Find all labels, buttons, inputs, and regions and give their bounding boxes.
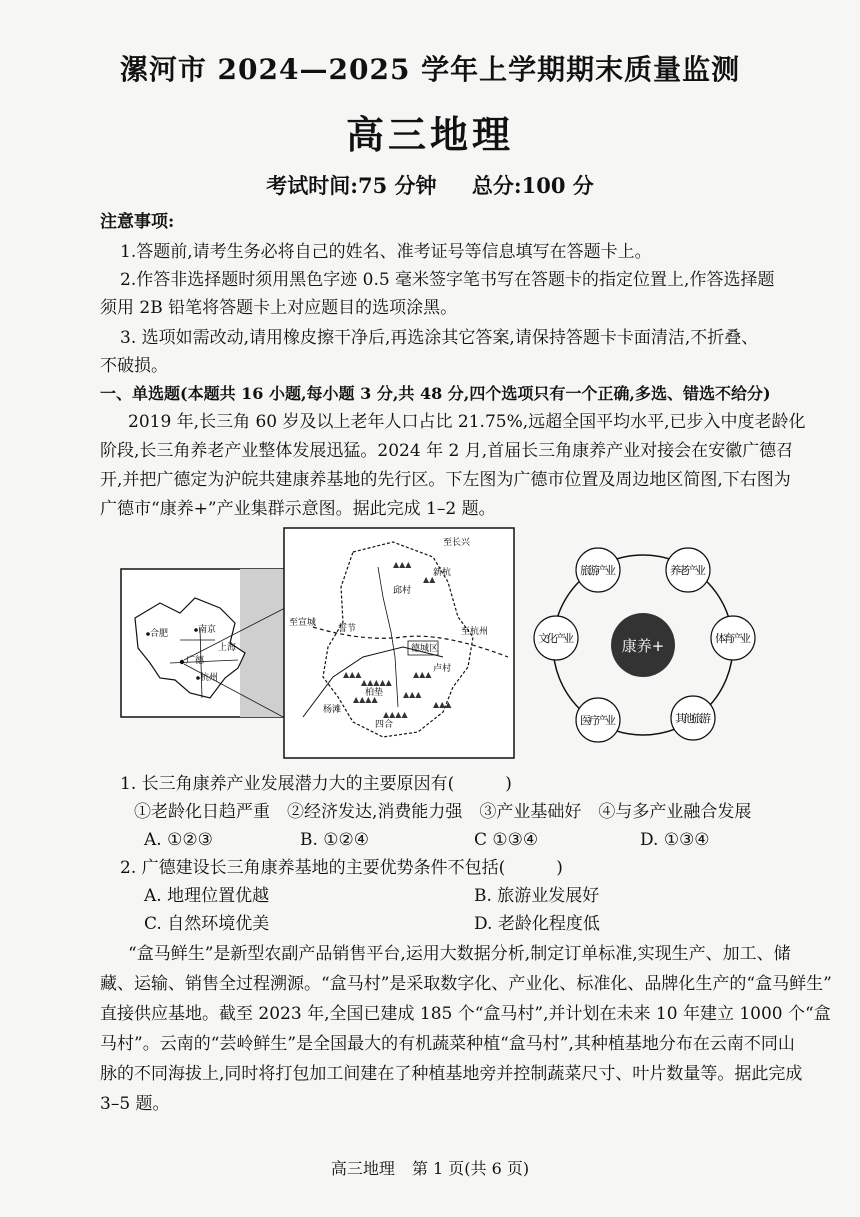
note-2-line2: 须用 2B 铅笔将答题卡上对应题目的选项涂黑。 xyxy=(100,298,458,318)
total-score: 总分:100 分 xyxy=(471,173,594,198)
subject-title: 高三地理 xyxy=(345,112,514,157)
map-label-nanjing: 南京 xyxy=(198,625,217,635)
node-other-tourism: 其他旅游 xyxy=(675,712,711,725)
footer-page: 第 1 页(共 6 页) xyxy=(411,1159,530,1178)
passage2-line5: 脉的不同海拔上,同时将打包加工间建在了种植基地旁并控制蔬菜尺寸、叶片数量等。据此完成 xyxy=(100,1064,803,1084)
map-label-hangzhou: 杭州 xyxy=(200,673,219,683)
location-map xyxy=(120,568,290,718)
q1-option-c[interactable]: C ①③④ xyxy=(474,830,539,850)
passage2-line4: 马村”。云南的“芸岭鲜生”是全国最大的有机蔬菜种植“盒马村”,其种植基地分布在云南不同山 xyxy=(100,1034,795,1054)
q2-option-b[interactable]: B. 旅游业发展好 xyxy=(474,886,600,906)
passage2-line2: 藏、运输、销售全过程溯源。“盒马村”是采取数字化、产业化、标准化、品牌化生产的“盒马鲜生” xyxy=(100,974,832,994)
svg-text:▲▲▲▲: ▲▲▲▲ xyxy=(353,695,378,704)
q1-option-b[interactable]: B. ①②④ xyxy=(300,830,370,850)
cluster-diagram xyxy=(528,540,758,755)
map-label-guangde: 广德 xyxy=(186,656,205,666)
q2-option-a[interactable]: A. 地理位置优越 xyxy=(144,886,270,906)
cluster-center: 康养+ xyxy=(621,637,665,655)
map-label-yangtan: 杨滩 xyxy=(323,705,342,715)
node-medical: 医疗产业 xyxy=(580,714,616,727)
q1-stem: 1. 长三角康养产业发展潜力大的主要原因有( ) xyxy=(120,774,512,794)
note-2-line1: 2.作答非选择题时须用黑色字迹 0.5 毫米签字笔书写在答题卡的指定位置上,作答选择题 xyxy=(120,270,775,290)
exam-title: 漯河市 2024—2025 学年上学期期末质量监测 xyxy=(119,53,741,86)
map-label-to-xuancheng: 至宣城 xyxy=(289,618,317,628)
passage2-line3: 直接供应基地。截至 2023 年,全国已建成 185 个“盒马村”,并计划在未来 10 年建立 1000 个“盒 xyxy=(100,1004,831,1024)
map-label-baidian: 柏垫 xyxy=(365,688,384,698)
passage1-line2: 阶段,长三角养老产业整体发展迅猛。2024 年 2 月,首届长三角康养产业对接会在安徽广德召 xyxy=(100,441,794,461)
note-3-line1: 3. 选项如需改动,请用橡皮擦干净后,再选涂其它答案,请保持答题卡卡面清洁,不折叠、 xyxy=(120,328,759,348)
passage1-line1: 2019 年,长三角 60 岁及以上老年人口占比 21.75%,远超全国平均水平,已步入中度老龄化 xyxy=(128,412,806,432)
svg-text:▲▲▲: ▲▲▲ xyxy=(393,560,412,569)
map-label-to-hangzhou: 至杭州 xyxy=(461,627,489,637)
svg-text:▲▲▲: ▲▲▲ xyxy=(403,690,422,699)
section-heading: 一、单选题(本题共 16 小题,每小题 3 分,共 48 分,四个选项只有一个正确,多选、错选不给分) xyxy=(100,384,771,403)
svg-text:▲▲▲: ▲▲▲ xyxy=(343,670,362,679)
map-label-qiucun: 邱村 xyxy=(393,586,412,596)
passage2-line6: 3–5 题。 xyxy=(100,1094,170,1114)
svg-text:▲▲▲▲: ▲▲▲▲ xyxy=(383,710,408,719)
q1-option-a[interactable]: A. ①②③ xyxy=(144,830,213,850)
q1-statements: ①老龄化日趋严重 ②经济发达,消费能力强 ③产业基础好 ④与多产业融合发展 xyxy=(134,802,752,822)
svg-text:▲▲▲: ▲▲▲ xyxy=(413,670,432,679)
exam-info xyxy=(0,170,860,200)
map-label-xinhang: 新杭 xyxy=(433,568,452,578)
svg-text:▲▲: ▲▲ xyxy=(423,575,436,584)
note-1: 1.答题前,请考生务必将自己的姓名、准考证号等信息填写在答题卡上。 xyxy=(120,242,652,262)
passage2-line1: “盒马鲜生”是新型农副产品销售平台,运用大数据分析,制定订单标准,实现生产、加工、储 xyxy=(128,944,791,964)
passage1-line4: 广德市“康养+”产业集群示意图。据此完成 1–2 题。 xyxy=(100,499,496,519)
node-sports: 体育产业 xyxy=(715,632,751,645)
map-label-shijie: 誓节 xyxy=(338,624,357,634)
exam-time: 考试时间:75 分钟 xyxy=(266,173,437,198)
map-label-hefei: 合肥 xyxy=(150,629,169,639)
page-footer xyxy=(0,1156,860,1179)
node-tourism: 旅游产业 xyxy=(580,564,616,577)
note-3-line2: 不破损。 xyxy=(100,356,168,376)
q2-option-d[interactable]: D. 老龄化程度低 xyxy=(474,914,600,934)
map-label-decheng: 德城区 xyxy=(411,644,439,654)
map-label-to-changxing: 至长兴 xyxy=(443,538,471,548)
node-elderly: 养老产业 xyxy=(670,564,706,577)
guangde-map xyxy=(283,527,515,759)
footer-subject: 高三地理 xyxy=(330,1159,395,1178)
map-label-shanghai: 上海 xyxy=(218,643,237,653)
q1-option-d[interactable]: D. ①③④ xyxy=(640,830,710,850)
map-label-lucun: 卢村 xyxy=(433,664,452,674)
q2-stem: 2. 广德建设长三角康养基地的主要优势条件不包括( ) xyxy=(120,858,563,878)
svg-text:▲▲▲▲▲: ▲▲▲▲▲ xyxy=(361,678,392,687)
notes-heading: 注意事项: xyxy=(100,212,175,232)
node-culture: 文化产业 xyxy=(538,632,574,645)
svg-text:▲▲▲: ▲▲▲ xyxy=(433,700,452,709)
q2-option-c[interactable]: C. 自然环境优美 xyxy=(144,914,270,934)
map-label-sihe: 四合 xyxy=(375,720,394,730)
passage1-line3: 开,并把广德定为沪皖共建康养基地的先行区。下左图为广德市位置及周边地区简图,下右图为 xyxy=(100,470,791,490)
